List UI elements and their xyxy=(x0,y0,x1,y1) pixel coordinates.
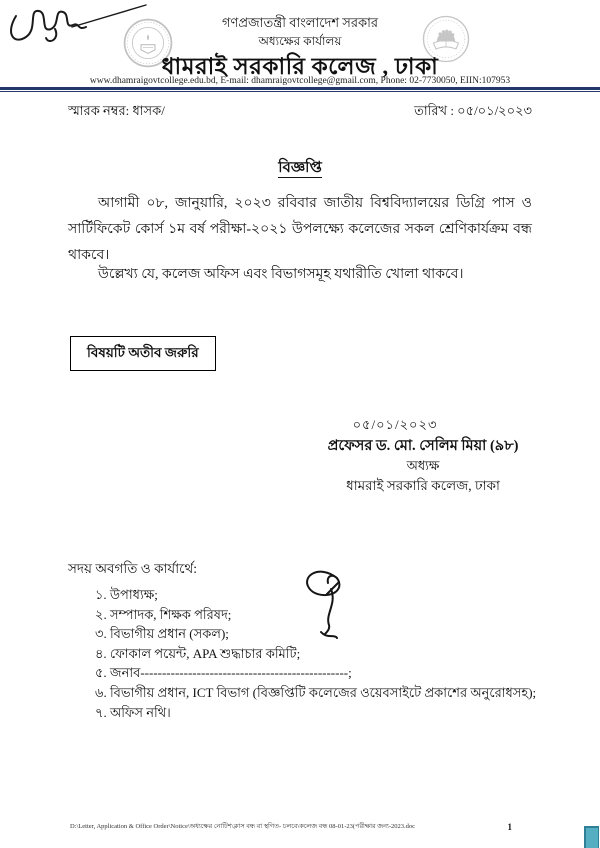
distribution-list xyxy=(95,585,565,722)
file-path: D:\Letter, Application & Office Order\Notice\অধ্যক্ষের নোটিশ\ক্লাস বন্ধ বা স্থগিত- চলবে\কলেজ বন্ধ 08-01-23(পরীক্ষার জন্য-2023.doc xyxy=(70,823,416,830)
signature-date: ০৫/০১/২০২৩ xyxy=(352,417,438,432)
page-number: 1 xyxy=(507,822,512,832)
college-name: ধামরাই সরকারি কলেজ , ঢাকা xyxy=(161,54,439,79)
page-footer xyxy=(70,821,512,832)
memo-number: স্মারক নম্বর: ধাসক/ xyxy=(68,103,165,118)
header-divider xyxy=(0,87,600,92)
office-line: অধ্যক্ষের কার্যালয় xyxy=(258,34,342,48)
list-item: ৩. বিভাগীয় প্রধান (সকল); xyxy=(95,626,229,642)
signatory-organization: ধামরাই সরকারি কলেজ, ঢাকা xyxy=(346,478,500,493)
notice-paragraph-1: আগামী ০৮, জানুয়ারি, ২০২৩ রবিবার জাতীয় বিশ্ববিদ্যালয়ের ডিগ্রি পাস ও সার্টিফিকেট কোর্স ১ম বর্ষ পরীক্ষা-২০২১ উপলক্ষ্যে কলেজের সকল শ্রেণিকার্যক্রম বন্ধ থাকবে। xyxy=(68,196,532,263)
contact-line: www.dhamraigovtcollege.edu.bd, E-mail: dhamraigovtcollege@gmail.com, Phone: 02-7730050, EIIN:107953 xyxy=(89,76,511,86)
list-item: ১. উপাধ্যক্ষ; xyxy=(95,587,158,602)
signatory-name: প্রফেসর ড. মো. সেলিম মিয়া (৯৮) xyxy=(327,438,519,454)
notice-title xyxy=(0,156,600,181)
distribution-heading: সদয় অবগতি ও কার্যার্থে: xyxy=(68,561,198,576)
notice-paragraph-2: উল্লেখ্য যে, কলেজ অফিস এবং বিভাগসমূহ যথারীতি খোলা থাকবে। xyxy=(98,267,464,282)
list-item: ৫. জনাব------------------------------------------------; xyxy=(95,665,352,681)
scroll-thumb[interactable] xyxy=(584,826,599,848)
list-item: ৪. ফোকাল পয়েন্ট, APA শুদ্ধাচার কমিটি; xyxy=(95,645,301,661)
list-item: ৬. বিভাগীয় প্রধান, ICT বিভাগ (বিজ্ঞপ্তিটি কলেজের ওয়েবসাইটে প্রকাশের অনুরোধসহ); xyxy=(95,684,537,700)
memo-row xyxy=(68,102,532,123)
notice-title-text: বিজ্ঞপ্তি xyxy=(278,160,322,176)
memo-date: তারিখ : ০৫/০১/২০২৩ xyxy=(414,103,532,118)
urgent-box: বিষয়টি অতীব জরুরি xyxy=(70,336,216,371)
list-item: ৭. অফিস নথি। xyxy=(95,704,171,720)
government-line: গণপ্রজাতন্ত্রী বাংলাদেশ সরকার xyxy=(221,15,379,30)
list-item: ২. সম্পাদক, শিক্ষক পরিষদ; xyxy=(95,606,232,622)
signatory-designation: অধ্যক্ষ xyxy=(406,458,440,473)
